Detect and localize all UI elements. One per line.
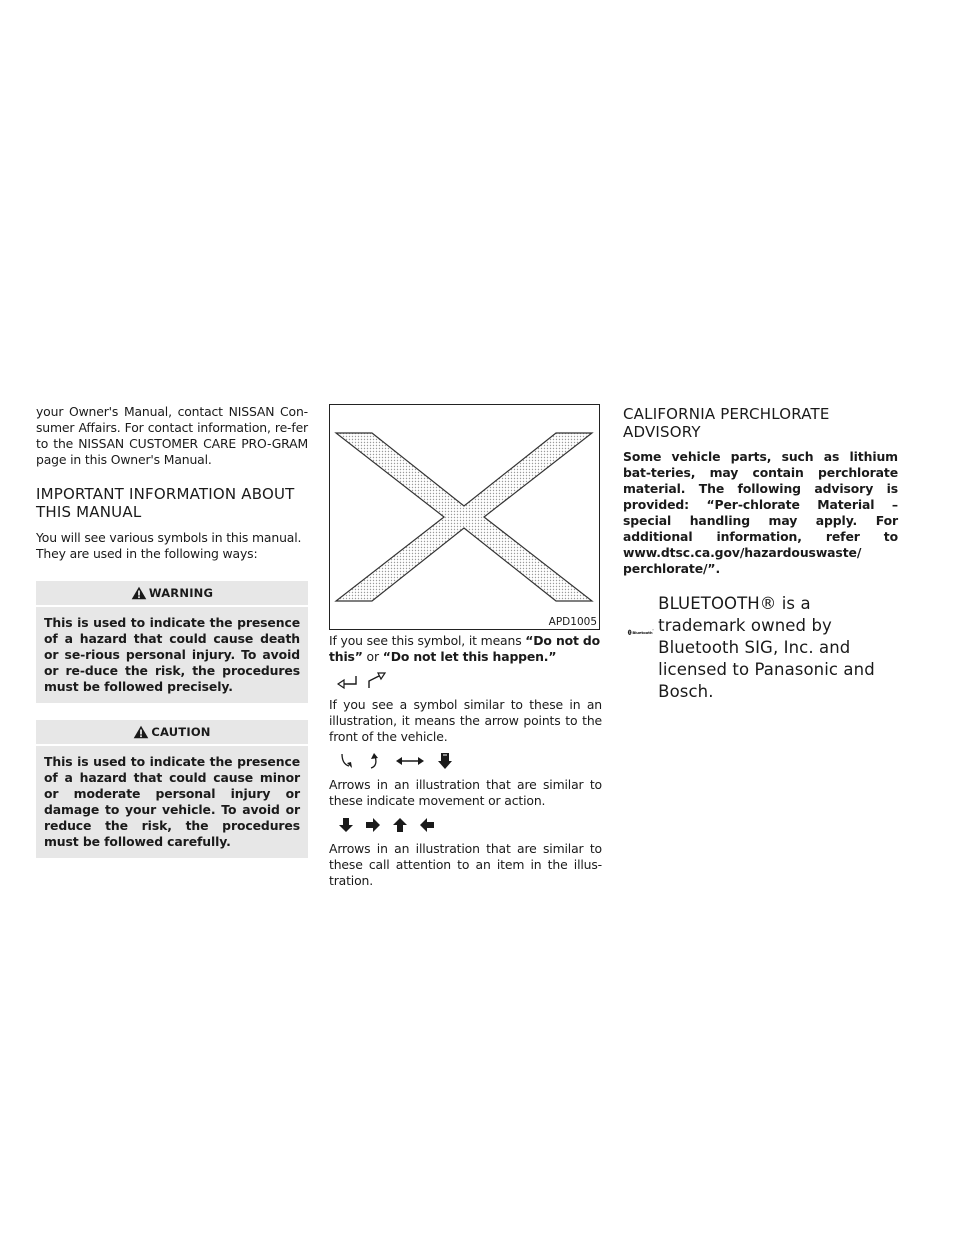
- do-not-figure: [329, 404, 600, 630]
- intro-paragraph: your Owner's Manual, contact NISSAN Con-sumer Affairs. For contact information, re-fer to the NISSAN CUSTOMER CARE PRO-GRAM page in this Owner's Manual.: [36, 404, 308, 467]
- curved-arrow-up-icon: [367, 752, 383, 770]
- warning-text: This is used to indicate the presence of a hazard that could cause death or se-rious personal injury. To avoid or re-duce the risk, the procedures must be followed precisely.: [44, 615, 300, 694]
- bluetooth-trademark-text: BLUETOOTH® is a trademark owned by Bluetooth SIG, Inc. and licensed to Panasonic and Bosch.: [658, 594, 875, 701]
- column-left: [36, 404, 308, 858]
- svg-text:®: ®: [652, 629, 654, 632]
- caution-header: [36, 720, 308, 746]
- perchlorate-advisory-paragraph: Some vehicle parts, such as lithium bat-teries, may contain perchlorate material. The following advisory is provided: “Per-chlorate Material – special handling may apply. For additional information, refer to www.dtsc.ca.gov/hazardouswaste/ perchlorate/”.: [623, 449, 898, 576]
- movement-arrow-icons: [339, 751, 602, 771]
- section-heading-important-info: IMPORTANT INFORMATION ABOUT THIS MANUAL: [36, 485, 295, 521]
- push-arrow-icon: [437, 752, 453, 770]
- warning-triangle-icon: [131, 586, 147, 600]
- warning-box: [36, 581, 308, 703]
- do-not-or: or: [362, 649, 383, 664]
- figure-code: APD1005: [548, 616, 597, 628]
- bluetooth-logo-text: Bluetooth: [632, 629, 653, 635]
- front-arrow-diagonal-icon: [365, 672, 387, 690]
- bold-arrow-down-icon: [339, 818, 353, 832]
- attention-arrow-icons: [339, 815, 602, 835]
- caution-text: This is used to indicate the presence of a hazard that could cause minor or moderate personal injury or damage to your vehicle. To avoid or reduce the risk, the procedures must be followed carefully.: [44, 754, 300, 849]
- bluetooth-trademark-block: [623, 593, 898, 703]
- double-arrow-icon: [395, 754, 425, 768]
- do-not-paragraph: [329, 633, 602, 665]
- curved-arrow-down-icon: [339, 752, 355, 770]
- bold-arrow-right-icon: [366, 818, 380, 832]
- attention-arrow-paragraph: Arrows in an illustration that are similar to these call attention to an item in the illus-tration.: [329, 841, 602, 888]
- column-right: [623, 404, 898, 703]
- warning-header: [36, 581, 308, 607]
- section-heading-perchlorate: CALIFORNIA PERCHLORATE ADVISORY: [623, 405, 830, 441]
- front-arrow-icons: [337, 671, 602, 691]
- prohibition-x-icon: [330, 405, 598, 628]
- front-arrow-left-icon: [337, 673, 359, 689]
- caution-box: [36, 720, 308, 858]
- symbols-intro-paragraph: You will see various symbols in this manual. They are used in the following ways:: [36, 530, 302, 561]
- caution-label: CAUTION: [151, 725, 211, 739]
- column-middle: [329, 404, 602, 889]
- bold-arrow-left-icon: [420, 818, 434, 832]
- do-not-let-happen: “Do not let this happen.”: [382, 649, 557, 664]
- warning-label: WARNING: [148, 586, 214, 600]
- bold-arrow-up-icon: [393, 818, 407, 832]
- do-not-do-this: “Do not do this”: [329, 633, 601, 664]
- bluetooth-logo-icon: [627, 617, 654, 647]
- caution-triangle-icon: [133, 725, 149, 739]
- movement-arrow-paragraph: Arrows in an illustration that are similar to these indicate movement or action.: [329, 777, 602, 808]
- front-arrow-paragraph: If you see a symbol similar to these in an illustration, it means the arrow points to the front of the vehicle.: [329, 697, 602, 744]
- do-not-prefix: If you see this symbol, it means: [329, 633, 526, 648]
